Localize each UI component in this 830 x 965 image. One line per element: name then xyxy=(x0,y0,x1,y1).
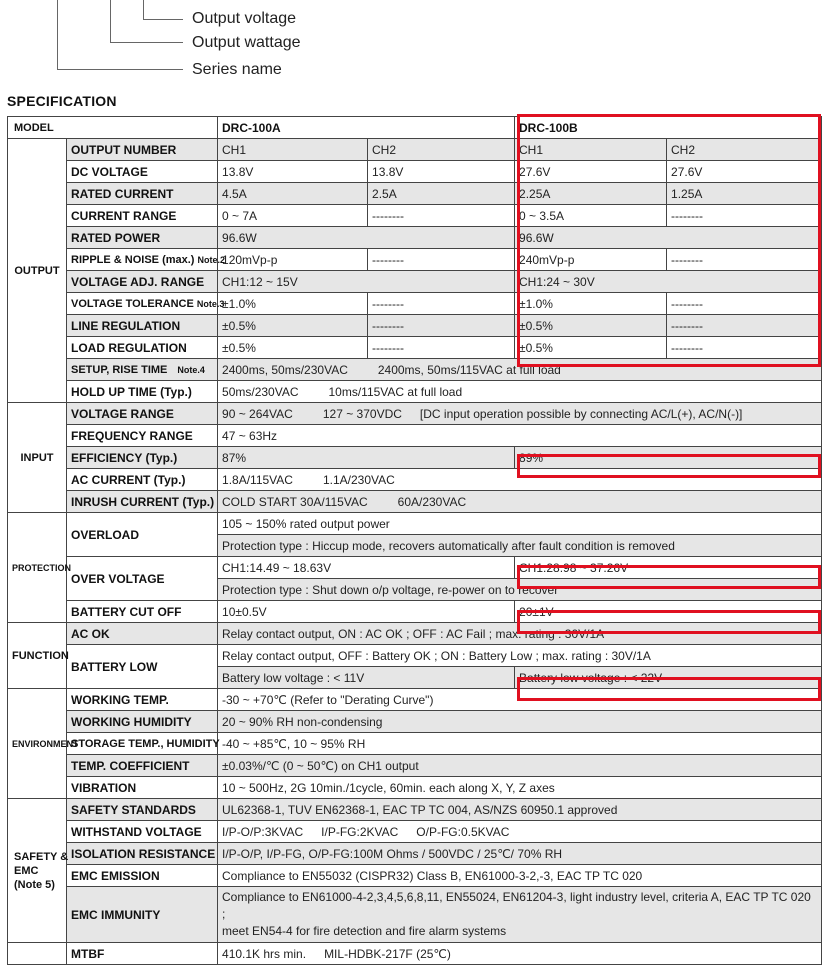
note-ref: Note.2 xyxy=(197,254,225,265)
value: 20±1V xyxy=(515,601,822,623)
item-safety-standards: SAFETY STANDARDS xyxy=(67,799,218,821)
row-load-regulation xyxy=(8,337,822,359)
row-hold-up xyxy=(8,381,822,403)
item-dc-voltage: DC VOLTAGE xyxy=(67,161,218,183)
value: 96.6W xyxy=(515,227,822,249)
item-efficiency: EFFICIENCY (Typ.) xyxy=(67,447,218,469)
value xyxy=(218,821,822,843)
item-storage: STORAGE TEMP., HUMIDITY xyxy=(67,733,218,755)
value: 20 ~ 90% RH non-condensing xyxy=(218,711,822,733)
value-part: 50ms/230VAC xyxy=(222,384,299,399)
value xyxy=(218,491,822,513)
value: -40 ~ +85℃, 10 ~ 95% RH xyxy=(218,733,822,755)
value: -------- xyxy=(368,293,515,315)
row-dc-voltage xyxy=(8,161,822,183)
item-voltage-tolerance xyxy=(67,293,225,315)
item-mtbf: MTBF xyxy=(67,943,218,965)
row-voltage-tolerance xyxy=(8,293,822,315)
row-storage xyxy=(8,733,822,755)
value-part: 2400ms, 50ms/230VAC xyxy=(222,362,348,377)
value: Battery low voltage : < 22V xyxy=(515,667,822,689)
value: 13.8V xyxy=(368,161,515,183)
row-voltage-adj xyxy=(8,271,822,293)
value: ±0.03%/℃ (0 ~ 50℃) on CH1 output xyxy=(218,755,822,777)
item-label: RIPPLE & NOISE (max.) xyxy=(71,253,195,266)
value: -------- xyxy=(667,249,822,271)
value-part: meet EN54-4 for fire detection and fire alarm systems xyxy=(222,924,507,938)
category-line: (Note 5) xyxy=(14,878,55,891)
category-line: EMC xyxy=(14,864,39,877)
row-battery-cut xyxy=(8,601,822,623)
value: CH1:14.49 ~ 18.63V xyxy=(218,557,515,579)
value: 27.6V xyxy=(515,161,667,183)
value: Protection type : Hiccup mode, recovers automatically after fault condition is removed xyxy=(218,535,822,557)
value: Relay contact output, OFF : Battery OK ; ON : Battery Low ; max. rating : 30V/1A xyxy=(218,645,822,667)
row-working-humidity xyxy=(8,711,822,733)
value: -------- xyxy=(667,205,822,227)
value: 87% xyxy=(218,447,515,469)
value: 0 ~ 3.5A xyxy=(515,205,667,227)
row-withstand xyxy=(8,821,822,843)
value: -------- xyxy=(667,337,822,359)
value-part: 410.1K hrs min. xyxy=(222,946,307,961)
value xyxy=(218,359,822,381)
model-naming-legend xyxy=(0,0,830,90)
value: Compliance to EN55032 (CISPR32) Class B, EN61000-3-2,-3, EAC TP TC 020 xyxy=(218,865,822,887)
specification-title: SPECIFICATION xyxy=(7,93,117,109)
row-ac-ok xyxy=(8,623,822,645)
category-function: FUNCTION xyxy=(8,623,67,689)
row-line-regulation xyxy=(8,315,822,337)
item-vibration: VIBRATION xyxy=(67,777,218,799)
item-voltage-range: VOLTAGE RANGE xyxy=(67,403,218,425)
legend-line-series-h xyxy=(57,69,183,70)
value: ±0.5% xyxy=(515,337,667,359)
legend-line-wattage-v xyxy=(110,0,111,42)
category-input: INPUT xyxy=(8,403,67,513)
value-part: Compliance to EN61000-4-2,3,4,5,6,8,11, EN55024, EN61204-3, light industry level, criteria A, EAC TP TC 020 ; xyxy=(222,890,811,921)
item-overload: OVERLOAD xyxy=(67,513,218,557)
value: ±0.5% xyxy=(218,315,368,337)
row-model xyxy=(8,117,822,139)
value: ±1.0% xyxy=(218,293,368,315)
item-working-humidity: WORKING HUMIDITY xyxy=(67,711,218,733)
item-emc-immunity: EMC IMMUNITY xyxy=(67,887,218,943)
value: 47 ~ 63Hz xyxy=(218,425,822,447)
value xyxy=(218,403,822,425)
value-part: 2400ms, 50ms/115VAC at full load xyxy=(377,362,561,377)
value: 27.6V xyxy=(667,161,822,183)
item-battery-cut: BATTERY CUT OFF xyxy=(67,601,218,623)
value: 240mVp-p xyxy=(515,249,667,271)
category-others xyxy=(8,943,67,965)
row-voltage-range xyxy=(8,403,822,425)
item-over-voltage: OVER VOLTAGE xyxy=(67,557,218,601)
value: CH1:12 ~ 15V xyxy=(218,271,515,293)
value: 2.5A xyxy=(368,183,515,205)
row-efficiency xyxy=(8,447,822,469)
item-output-number: OUTPUT NUMBER xyxy=(67,139,218,161)
value: CH2 xyxy=(368,139,515,161)
row-emc-immunity xyxy=(8,887,822,943)
value: -------- xyxy=(667,315,822,337)
item-inrush: INRUSH CURRENT (Typ.) xyxy=(67,491,218,513)
item-rated-power: RATED POWER xyxy=(67,227,218,249)
row-temp-coeff xyxy=(8,755,822,777)
category-output: OUTPUT xyxy=(8,139,67,403)
row-ac-current xyxy=(8,469,822,491)
value: -30 ~ +70℃ (Refer to "Derating Curve") xyxy=(218,689,822,711)
value: I/P-O/P, I/P-FG, O/P-FG:100M Ohms / 500VDC / 25℃/ 70% RH xyxy=(218,843,822,865)
value-part: I/P-O/P:3KVAC xyxy=(222,824,304,839)
note-ref: Note.4 xyxy=(177,364,205,375)
value: 10±0.5V xyxy=(218,601,515,623)
item-working-temp: WORKING TEMP. xyxy=(67,689,218,711)
row-emc-emission xyxy=(8,865,822,887)
value: -------- xyxy=(368,205,515,227)
value: 96.6W xyxy=(218,227,515,249)
value: 1.25A xyxy=(667,183,822,205)
item-hold-up: HOLD UP TIME (Typ.) xyxy=(67,381,218,403)
item-rated-current: RATED CURRENT xyxy=(67,183,218,205)
value: -------- xyxy=(667,293,822,315)
item-temp-coeff: TEMP. COEFFICIENT xyxy=(67,755,218,777)
item-voltage-adj: VOLTAGE ADJ. RANGE xyxy=(67,271,218,293)
value: CH1:24 ~ 30V xyxy=(515,271,822,293)
value: CH1 xyxy=(218,139,368,161)
legend-output-voltage: Output voltage xyxy=(192,10,297,27)
value: CH1 xyxy=(515,139,667,161)
row-rated-power xyxy=(8,227,822,249)
category-environment: ENVIRONMENT xyxy=(8,689,67,799)
item-isolation: ISOLATION RESISTANCE xyxy=(67,843,218,865)
value-part: 60A/230VAC xyxy=(397,494,467,509)
value-part: COLD START 30A/115VAC xyxy=(222,494,368,509)
item-ac-ok: AC OK xyxy=(67,623,218,645)
value-part: MIL-HDBK-217F (25℃) xyxy=(324,946,451,961)
value: CH1:28.98 ~ 37.26V xyxy=(515,557,822,579)
legend-series-name: Series name xyxy=(192,61,282,78)
item-load-regulation: LOAD REGULATION xyxy=(67,337,218,359)
value xyxy=(218,381,822,403)
value: ±0.5% xyxy=(515,315,667,337)
legend-line-voltage-h xyxy=(143,19,183,20)
model-label: MODEL xyxy=(8,117,218,139)
value: 4.5A xyxy=(218,183,368,205)
value-part: O/P-FG:0.5KVAC xyxy=(416,824,510,839)
row-vibration xyxy=(8,777,822,799)
category-line: SAFETY & xyxy=(14,850,69,863)
value: Protection type : Shut down o/p voltage, re-power on to recover xyxy=(218,579,822,601)
value: 105 ~ 150% rated output power xyxy=(218,513,822,535)
item-current-range: CURRENT RANGE xyxy=(67,205,218,227)
note-ref: Note.3 xyxy=(196,298,225,309)
value xyxy=(218,943,822,965)
legend-line-series-v xyxy=(57,0,58,69)
legend-line-voltage-v xyxy=(143,0,144,19)
legend-line-wattage-h xyxy=(110,42,183,43)
value-part: 1.1A/230VAC xyxy=(322,472,395,487)
value: 13.8V xyxy=(218,161,368,183)
item-ripple-noise xyxy=(67,249,225,271)
row-over-voltage-1 xyxy=(8,557,822,579)
category-safety-emc xyxy=(8,799,67,943)
specification-table xyxy=(7,116,822,965)
value: Relay contact output, ON : AC OK ; OFF : AC Fail ; max. rating : 30V/1A xyxy=(218,623,822,645)
value-part: I/P-FG:2KVAC xyxy=(321,824,399,839)
value: 89% xyxy=(515,447,822,469)
item-battery-low: BATTERY LOW xyxy=(67,645,218,689)
item-label: SETUP, RISE TIME xyxy=(71,363,168,376)
value: CH2 xyxy=(667,139,822,161)
value-part: [DC input operation possible by connecting AC/L(+), AC/N(-)] xyxy=(419,406,743,421)
value: -------- xyxy=(368,337,515,359)
row-inrush xyxy=(8,491,822,513)
model-b: DRC-100B xyxy=(515,117,822,139)
value-part: 1.8A/115VAC xyxy=(222,472,293,487)
row-setup-rise xyxy=(8,359,822,381)
row-frequency xyxy=(8,425,822,447)
value: -------- xyxy=(368,249,515,271)
value xyxy=(218,887,822,943)
row-working-temp xyxy=(8,689,822,711)
row-safety-standards xyxy=(8,799,822,821)
row-battery-low-1 xyxy=(8,645,822,667)
value-part: 127 ~ 370VDC xyxy=(322,406,402,421)
row-output-number xyxy=(8,139,822,161)
item-setup-rise xyxy=(67,359,218,381)
value: -------- xyxy=(368,315,515,337)
value: 10 ~ 500Hz, 2G 10min./1cycle, 60min. each along X, Y, Z axes xyxy=(218,777,822,799)
row-rated-current xyxy=(8,183,822,205)
value: ±0.5% xyxy=(218,337,368,359)
row-mtbf xyxy=(8,943,822,965)
item-frequency: FREQUENCY RANGE xyxy=(67,425,218,447)
value: UL62368-1, TUV EN62368-1, EAC TP TC 004, AS/NZS 60950.1 approved xyxy=(218,799,822,821)
value: Battery low voltage : < 11V xyxy=(218,667,515,689)
value: 120mVp-p xyxy=(218,249,368,271)
value: ±1.0% xyxy=(515,293,667,315)
value-part: 10ms/115VAC at full load xyxy=(328,384,463,399)
item-emc-emission: EMC EMISSION xyxy=(67,865,218,887)
row-current-range xyxy=(8,205,822,227)
value: 2.25A xyxy=(515,183,667,205)
item-line-regulation: LINE REGULATION xyxy=(67,315,218,337)
item-withstand: WITHSTAND VOLTAGE xyxy=(67,821,218,843)
value xyxy=(218,469,822,491)
value: 0 ~ 7A xyxy=(218,205,368,227)
row-isolation xyxy=(8,843,822,865)
category-protection: PROTECTION xyxy=(8,513,67,623)
value-part: 90 ~ 264VAC xyxy=(222,406,293,421)
legend-output-wattage: Output wattage xyxy=(192,34,301,51)
item-ac-current: AC CURRENT (Typ.) xyxy=(67,469,218,491)
model-a: DRC-100A xyxy=(218,117,515,139)
row-overload-1 xyxy=(8,513,822,535)
item-label: VOLTAGE TOLERANCE xyxy=(71,297,194,310)
row-ripple-noise xyxy=(8,249,822,271)
